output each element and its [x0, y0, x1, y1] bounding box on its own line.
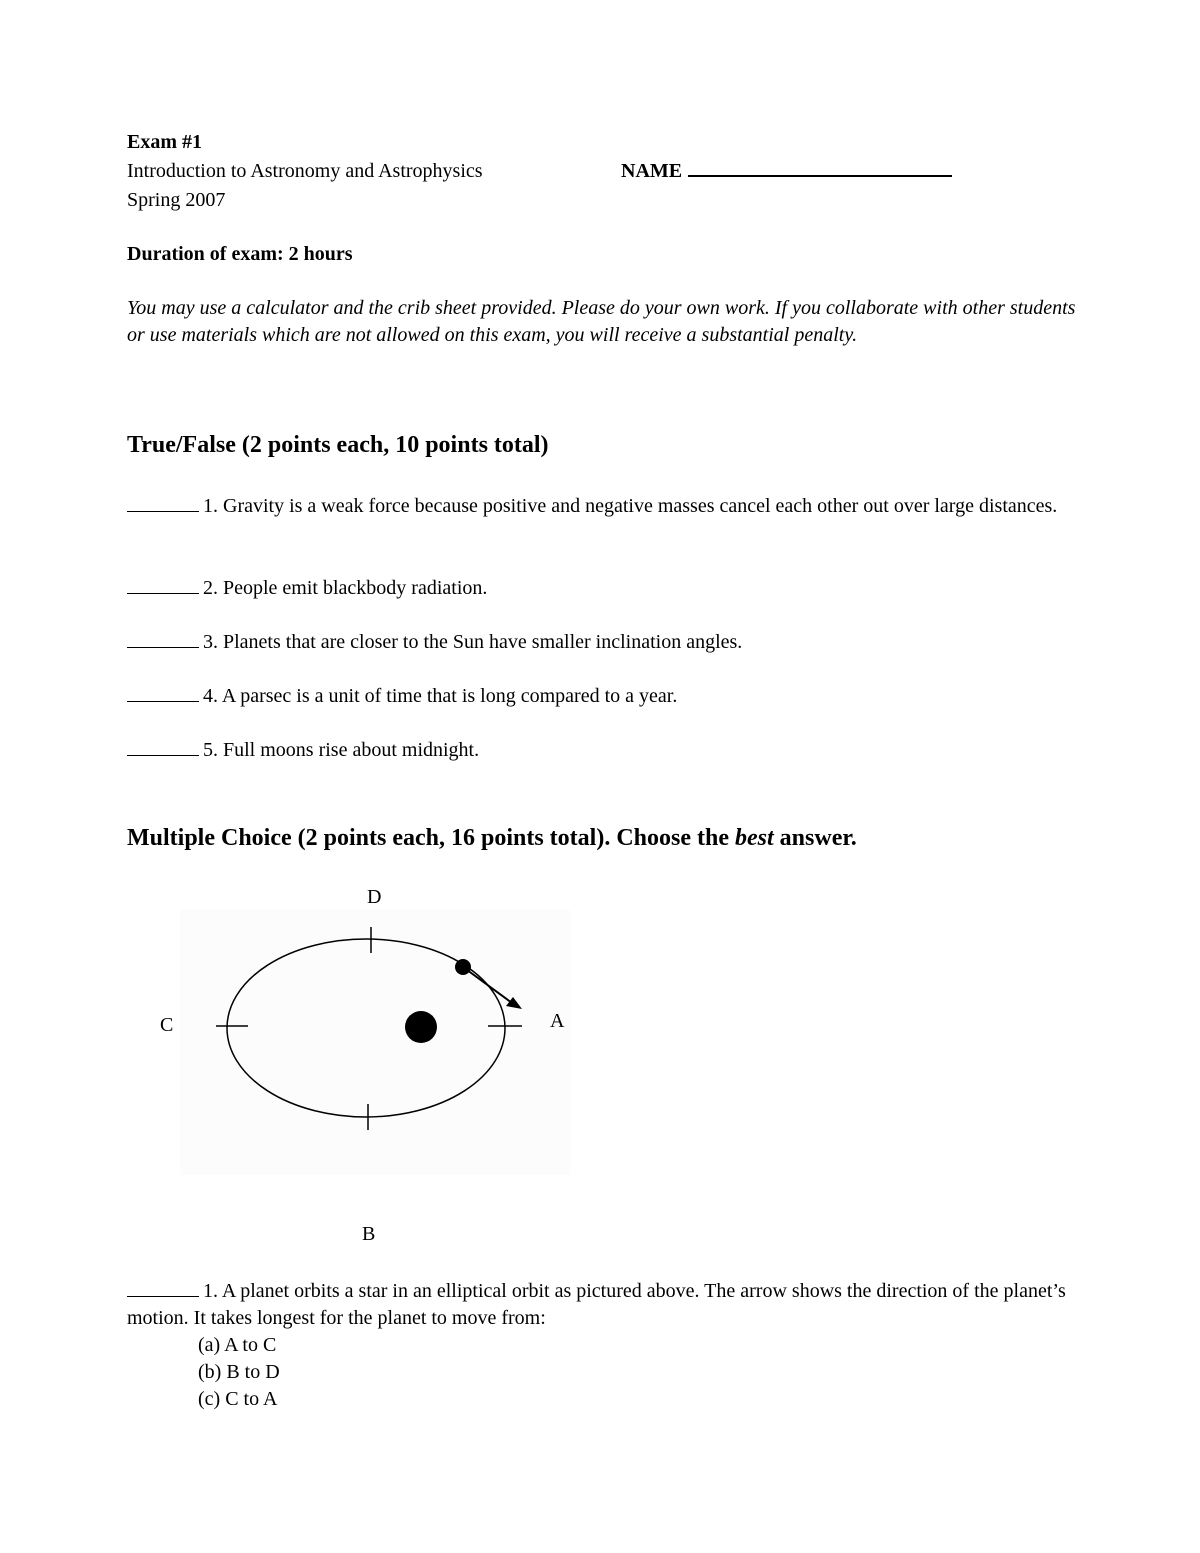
tf-question-5 — [127, 737, 479, 764]
mc-title-part1: Multiple Choice (2 points each, 16 points total). Choose the — [127, 825, 735, 851]
mc-question-1 — [127, 1278, 1077, 1332]
tf-question-3 — [127, 629, 742, 656]
answer-blank[interactable] — [127, 1280, 199, 1297]
label-a: A — [550, 1010, 565, 1032]
tf-question-4 — [127, 683, 677, 710]
course-title: Introduction to Astronomy and Astrophysics — [127, 160, 483, 182]
tf-question-2 — [127, 575, 487, 602]
answer-blank[interactable] — [127, 495, 199, 512]
mc-title-emphasis: best — [735, 825, 774, 851]
question-text: 3. Planets that are closer to the Sun have smaller inclination angles. — [203, 631, 743, 653]
label-b: B — [362, 1223, 376, 1245]
name-label: NAME — [621, 160, 683, 182]
answer-blank[interactable] — [127, 685, 199, 702]
true-false-title: True/False (2 points each, 10 points total) — [127, 432, 549, 458]
exam-number: Exam #1 — [127, 131, 202, 153]
answer-blank[interactable] — [127, 577, 199, 594]
question-text: 1. Gravity is a weak force because positive and negative masses cancel each other out over large distances. — [203, 495, 1058, 517]
question-text: 5. Full moons rise about midnight. — [203, 739, 480, 761]
term: Spring 2007 — [127, 189, 226, 211]
mc-option-b: (b) B to D — [198, 1361, 280, 1383]
name-blank-line[interactable] — [688, 157, 952, 177]
multiple-choice-title — [127, 825, 857, 852]
label-d: D — [367, 886, 382, 908]
diagram-background — [180, 910, 570, 1175]
answer-blank[interactable] — [127, 739, 199, 756]
name-field[interactable] — [621, 157, 952, 186]
answer-blank[interactable] — [127, 631, 199, 648]
star-icon — [405, 1011, 437, 1043]
question-text: 1. A planet orbits a star in an elliptical orbit as pictured above. The arrow shows the direction of the planet’s motion. It takes longest for the planet to move from: — [127, 1280, 1066, 1329]
question-text: 4. A parsec is a unit of time that is long compared to a year. — [203, 685, 678, 707]
mc-option-c: (c) C to A — [198, 1388, 278, 1410]
orbit-diagram — [150, 880, 600, 1260]
instructions: You may use a calculator and the crib sheet provided. Please do your own work. If you collaborate with other students or use materials which are not allowed on this exam, you will receive a substantial penalty. — [127, 297, 1076, 346]
mc-option-a: (a) A to C — [198, 1334, 277, 1356]
tf-question-1 — [127, 493, 1077, 520]
question-text: 2. People emit blackbody radiation. — [203, 577, 488, 599]
mc-title-part2: answer. — [773, 825, 857, 851]
duration: Duration of exam: 2 hours — [127, 243, 353, 265]
label-c: C — [160, 1014, 174, 1036]
